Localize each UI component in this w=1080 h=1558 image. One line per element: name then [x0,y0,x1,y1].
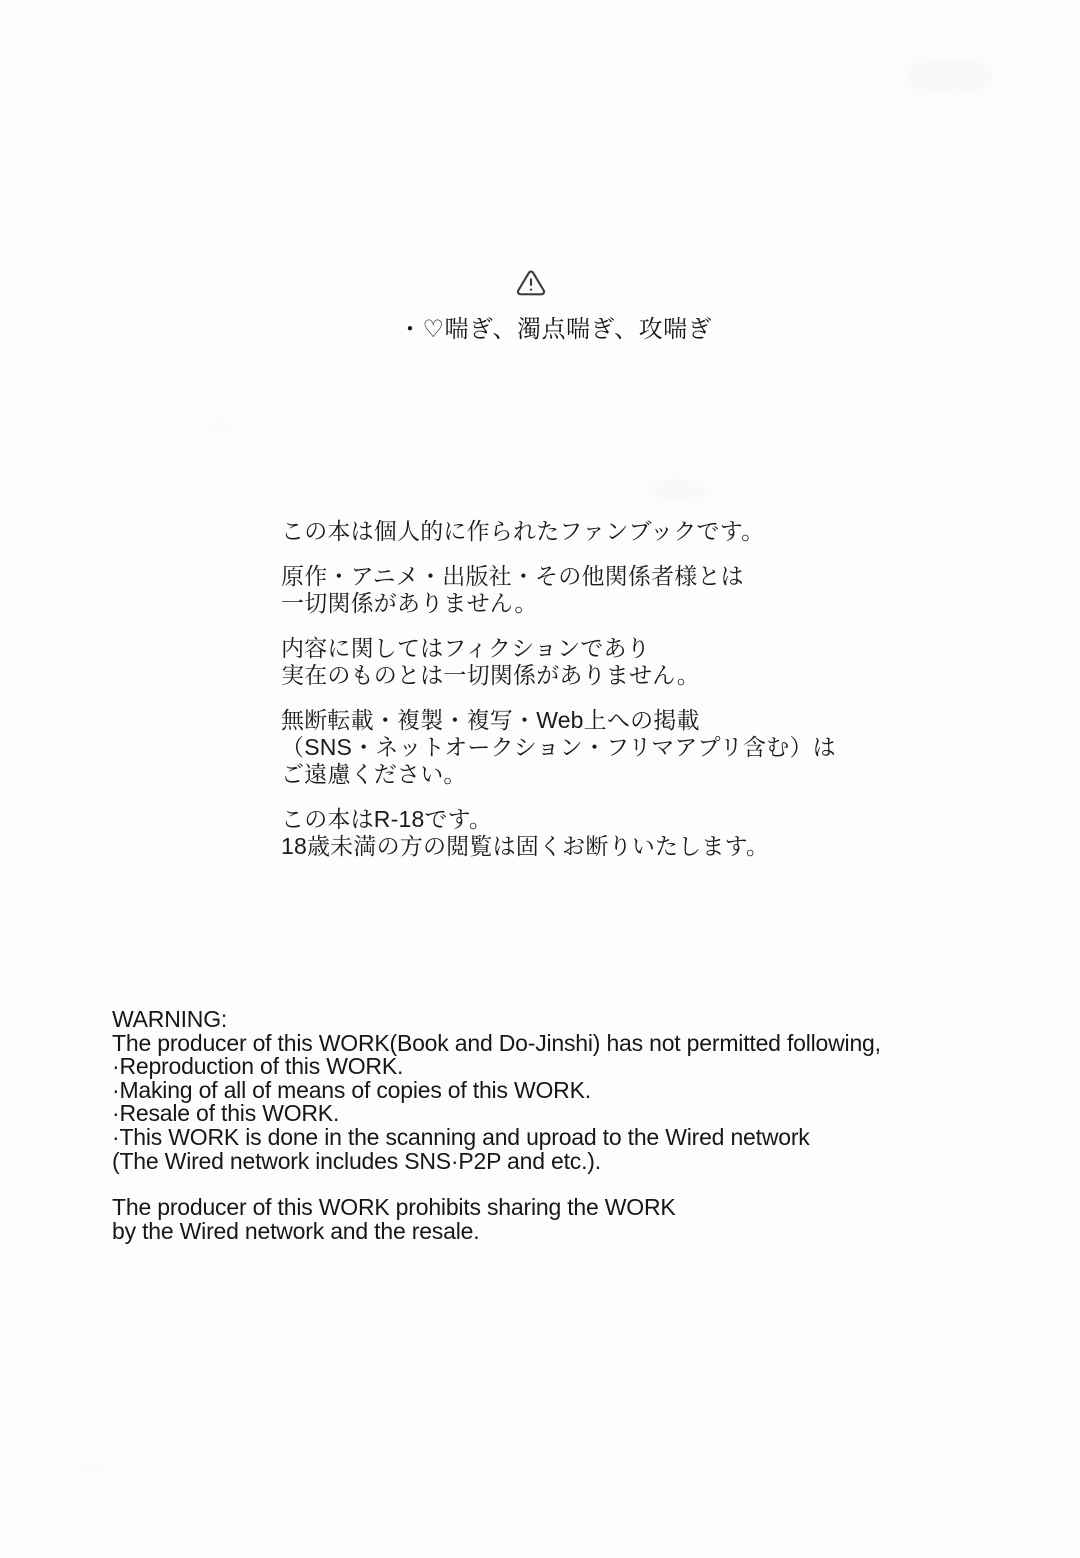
content-tags-line: ・♡喘ぎ、濁点喘ぎ、攻喘ぎ [398,316,713,343]
text-line: 一切関係がありません。 [281,590,538,616]
scan-artifact [905,58,993,94]
text-line: この本はR-18です。 [281,806,493,832]
en-warning-lines [112,1008,881,1173]
text-line: (The Wired network includes SNS·P2P and etc.). [112,1147,601,1174]
text-line: この本は個人的に作られたファンブックです。 [281,518,765,544]
text-line: WARNING: [112,1006,228,1032]
text-line: ·Resale of this WORK. [112,1100,340,1127]
jp-disclaimer-block [281,518,836,878]
text-line: 無断転載・複製・複写・Web上への掲載 [281,707,700,733]
scan-artifact [648,480,708,500]
scan-artifact [80,1463,104,1472]
jp-paragraph [281,806,836,860]
text-line: ご遠慮ください。 [281,761,467,787]
text-line: ·Reproduction of this WORK. [112,1053,404,1080]
text-line: 18歳未満の方の閲覧は固くお断りいたします。 [281,833,770,859]
text-line: 実在のものとは一切関係がありません。 [281,662,700,688]
text-line: ·Making of all of means of copies of this WORK. [112,1076,591,1103]
jp-paragraph [281,518,836,545]
jp-paragraph [281,707,836,788]
scan-artifact [204,422,234,433]
warning-triangle-icon [516,268,546,298]
text-line: ·This WORK is done in the scanning and uproad to the Wired network [112,1123,810,1150]
en-warning-block [112,1008,881,1243]
jp-paragraph [281,635,836,689]
text-line: （SNS・ネットオークション・フリマアプリ含む）は [281,734,836,760]
text-line: by the Wired network and the resale. [112,1217,480,1244]
jp-paragraph [281,563,836,617]
text-line: The producer of this WORK(Book and Do-Jinshi) has not permitted following, [112,1029,881,1056]
en-warning-closing-lines [112,1196,881,1243]
text-line: The producer of this WORK prohibits sharing the WORK [112,1194,676,1221]
text-line: 原作・アニメ・出版社・その他関係者様とは [281,563,744,589]
text-line: 内容に関してはフィクションであり [281,635,650,661]
